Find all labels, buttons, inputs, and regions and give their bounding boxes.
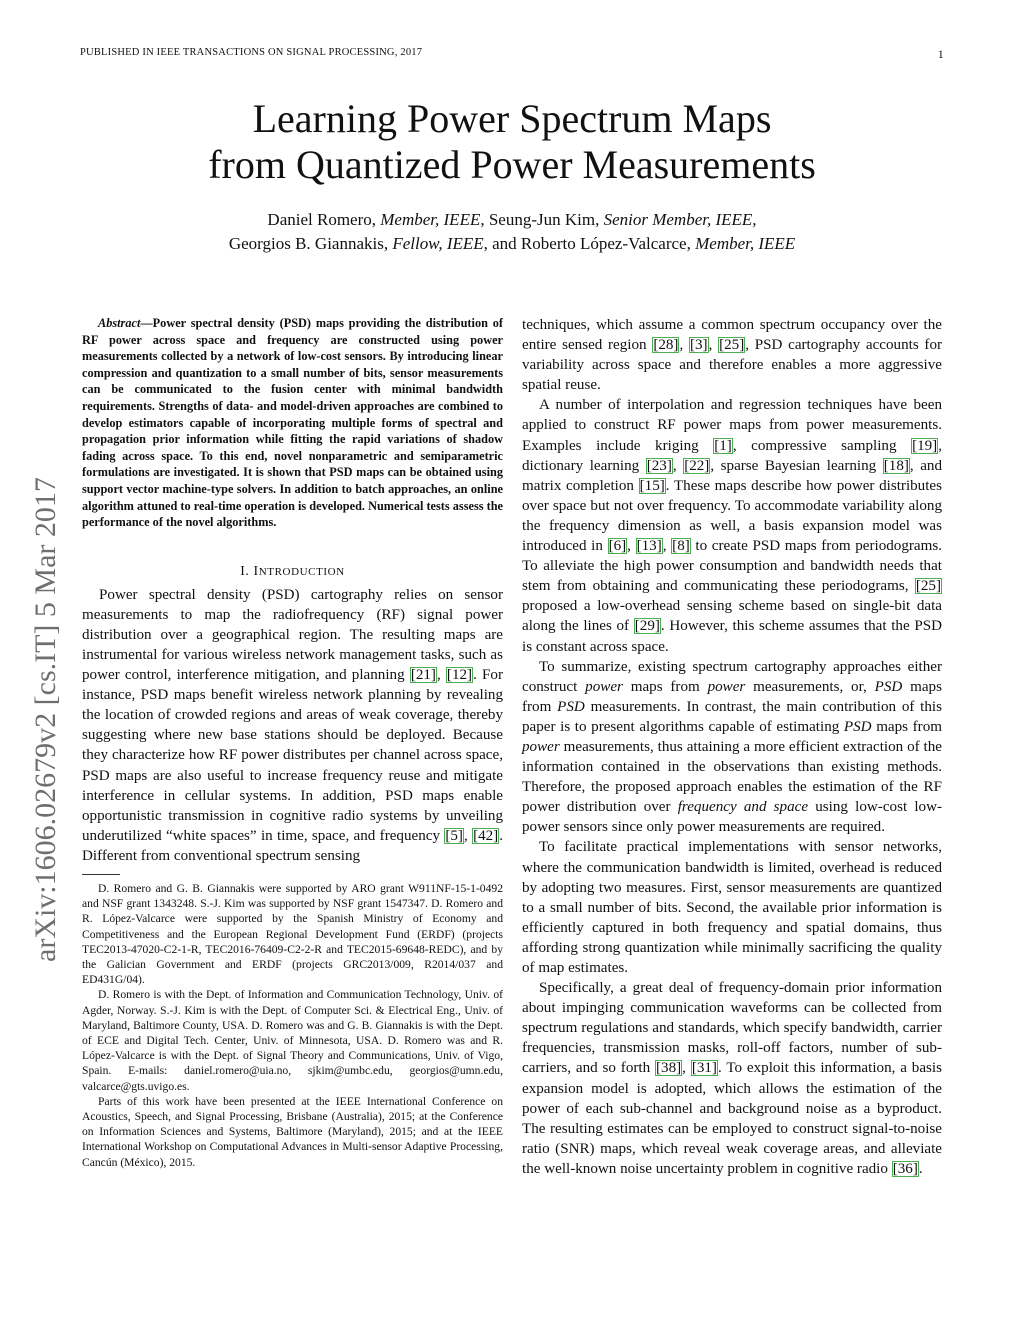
- citation-link[interactable]: [25]: [915, 578, 941, 595]
- text-run: , sparse Bayesian learning: [710, 457, 883, 474]
- citation-link[interactable]: [29]: [634, 618, 660, 635]
- footnote-prior-publication: Parts of this work have been presented at the IEEE International Conference on Acoustics, Speech, and Signal Processing, Brisbane (Australia), 2015; at the Conference on Information Sciences and Systems, Baltimore (Maryland), 2015; and at the IEEE International Workshop on Computational Advances in Multi-sensor Adaptive Processing, Cancún (México), 2015.: [82, 1094, 503, 1169]
- text-run: ,: [436, 667, 446, 684]
- citation-link[interactable]: [13]: [636, 538, 662, 555]
- running-header: [80, 44, 944, 62]
- text-run: .: [918, 1160, 923, 1177]
- author-membership: Fellow, IEEE: [392, 234, 484, 253]
- intro-paragraph: [82, 585, 503, 866]
- text-run: ,: [672, 457, 684, 474]
- text-run: , and matrix completion: [522, 457, 943, 494]
- text-run: ,: [627, 538, 636, 555]
- text-run: Specifically, a great deal of frequency-domain prior information about impinging communication waveforms can be collected from spectrum regulations and standards, which specify bandwidth, carrier frequencies, transmission masks, roll-off factors, number of sub-carriers, and so forth: [522, 980, 942, 1077]
- citation-link[interactable]: [22]: [684, 457, 710, 474]
- citation-link[interactable]: [1]: [714, 437, 732, 454]
- title-line-1: Learning Power Spectrum Maps: [252, 96, 772, 141]
- citation-link[interactable]: [19]: [912, 437, 938, 454]
- citation-link[interactable]: [5]: [445, 827, 463, 844]
- right-column: [522, 315, 942, 1179]
- text-run: using low-cost low-power sensors since only power measurements are required.: [522, 799, 942, 836]
- paper-title: [100, 96, 924, 188]
- text-run: . To exploit this information, a basis expansion model is adopted, which allows the estimation of the power of each sub-channel and background noise as a byproduct. The resulting estimates can be employed to construct signal-to-noise ratio (SNR) maps, which reveal weak coverage areas, and alleviate the well-known noise uncertainty problem in cognitive radio: [522, 1060, 942, 1177]
- left-column: [82, 315, 503, 1170]
- text-run: techniques, which assume a common spectrum occupancy over the entire sensed region: [522, 317, 942, 354]
- section-number: I.: [240, 562, 254, 578]
- text-run: . For instance, PSD maps benefit wireless network planning by revealing the location of crowded regions and areas of weak coverage, thereby suggesting where new base stations should be deployed. Because they characterize how RF power distributes per channel across space, PSD maps are also useful to increase frequency reuse and mitigate interference in cellular systems. In addition, PSD maps enable opportunistic transmission in cognitive radio systems by unveiling underutilized “white spaces” in time, space, and frequency: [82, 667, 503, 844]
- body-paragraph: [522, 978, 942, 1179]
- footnote-rule: [82, 874, 120, 875]
- emphasis: PSD: [843, 718, 872, 735]
- text-run: maps from: [622, 678, 708, 695]
- footnotes: [82, 881, 503, 1170]
- text-run: Power spectral density (PSD) cartography relies on sensor measurements to map the radiofrequency (RF) signal power distribution over a geographical region. The resulting maps are instrumental for various wireless network management tasks, such as power control, interference mitigation, and planning: [82, 586, 503, 684]
- page-number: 1: [937, 47, 944, 61]
- title-line-2: from Quantized Power Measurements: [208, 142, 816, 187]
- citation-link[interactable]: [38]: [656, 1060, 682, 1077]
- author-name: , Seung-Jun Kim,: [480, 210, 604, 229]
- citation-link[interactable]: [36]: [892, 1160, 918, 1177]
- text-run: measurements, or,: [745, 678, 875, 695]
- text-run: A number of interpolation and regression techniques have been applied to construct RF power maps from power measurements. Examples include kriging: [522, 397, 942, 454]
- section-heading-introduction: [82, 563, 503, 579]
- text-run: , PSD cartography accounts for variability across space and therefore enables a more aggressive spatial reuse.: [522, 337, 943, 394]
- author-name: Daniel Romero,: [267, 210, 381, 229]
- arxiv-identifier: arXiv:1606.02679v2 [cs.IT] 5 Mar 2017: [29, 477, 62, 962]
- author-membership: Member, IEEE: [695, 234, 796, 253]
- journal-name: PUBLISHED IN IEEE TRANSACTIONS ON SIGNAL PROCESSING, 2017: [80, 47, 423, 58]
- text-run: ,: [679, 337, 689, 354]
- footnote-affiliations: D. Romero is with the Dept. of Information and Communication Technology, Univ. of Agder, Norway. S.-J. Kim is with the Dept. of Computer Sci. & Electrical Eng., Univ. of Maryland, Baltimore County, USA. D. Romero was and G. B. Giannakis is with the Dept. of ECE and Digital Tech. Center, Univ. of Minnesota, USA. D. Romero was and R. López-Valcarce is with the Dept. of Signal Theory and Communications, Univ. of Vigo, Spain. E-mails: daniel.romero@uia.no, sjkim@umbc.edu, georgios@umn.edu, valcarce@gts.uvigo.es.: [82, 988, 503, 1093]
- author-membership: Member, IEEE: [380, 210, 481, 229]
- citation-link[interactable]: [42]: [473, 827, 499, 844]
- text-run: maps from: [522, 678, 942, 715]
- text-run: proposed a low-overhead sensing scheme based on single-bit data along the lines of: [522, 598, 942, 635]
- citation-link[interactable]: [3]: [689, 337, 708, 354]
- citation-link[interactable]: [28]: [653, 337, 679, 354]
- citation-link[interactable]: [12]: [446, 667, 473, 684]
- emphasis: PSD: [874, 678, 903, 695]
- text-run: ,: [708, 337, 719, 354]
- text-run: . Different from conventional spectrum sensing: [82, 827, 503, 864]
- body-paragraph: [522, 395, 942, 656]
- citation-link[interactable]: [6]: [608, 538, 627, 555]
- citation-link[interactable]: [23]: [646, 457, 672, 474]
- footnote-funding: D. Romero and G. B. Giannakis were supported by ARO grant W911NF-15-1-0492 and NSF grant 1343248. S.-J. Kim was supported by NSF grant 1547347. D. Romero and R. López-Valcarce were supported by the Spanish Ministry of Economy and Competitiveness and the European Regional Development Fund (ERDF) (projects TEC2013-47020-C2-1-R, TEC2016-76409-C2-2-R and TEC2015-69648-REDC), and by the Galician Government and ERDF (projects GRC2013/009, R2014/037 and ED431G/04).: [82, 882, 503, 987]
- citation-link[interactable]: [25]: [719, 337, 745, 354]
- author-list: [100, 208, 924, 256]
- body-paragraph: [522, 657, 942, 838]
- citation-link[interactable]: [21]: [410, 667, 436, 684]
- text-run: measurements. In contrast, the main contribution of this paper is to present algorithms capable of estimating: [522, 698, 942, 735]
- emphasis: frequency and space: [677, 799, 809, 816]
- text-run: ,: [682, 1060, 691, 1077]
- section-heading-initial: I: [253, 562, 259, 578]
- text-run: to create PSD maps from periodograms. To alleviate the high power consumption and bandwidth needs that stem from obtaining and communicating these periodograms,: [522, 538, 943, 595]
- text-run: ,: [662, 538, 672, 555]
- author-name: , and Roberto López-Valcarce,: [483, 234, 696, 253]
- citation-link[interactable]: [8]: [672, 538, 690, 555]
- section-heading-rest: NTRODUCTION: [258, 565, 345, 578]
- body-paragraph: [522, 315, 942, 395]
- text-run: , compressive sampling: [732, 437, 912, 454]
- text-run: measurements, thus attaining a more efficient extraction of the information contained in the observations than existing methods. Therefore, the proposed approach enables the estimation of the RF power distribution over: [522, 738, 942, 816]
- text-run: . However, this scheme assumes that the PSD is constant across space.: [522, 618, 943, 655]
- abstract: [82, 315, 503, 531]
- text-run: . These maps describe how power distributes over space but not over frequency. To accommodate variability along the frequency dimension as well, a basis expansion model was introduced in: [522, 477, 942, 555]
- text-run: To summarize, existing spectrum cartography approaches either construct: [522, 658, 942, 695]
- author-name: Georgios B. Giannakis,: [228, 234, 393, 253]
- emphasis: PSD: [557, 698, 585, 715]
- abstract-text: —Power spectral density (PSD) maps providing the distribution of RF power across space and frequency are constructed using power measurements collected by a network of low-cost sensors. By introducing linear compression and quantization to a small number of bits, sensor measurements can be communicated to the fusion center with minimal bandwidth requirements. Strengths of data- and model-driven approaches are combined to develop estimators capable of incorporating multiple forms of spectral and propagation prior information while fitting the rapid variations of shadow fading across space. To this end, novel nonparametric and semiparametric formulations are investigated. It is shown that PSD maps can be obtained using support vector machine-type solvers. In addition to batch approaches, an online algorithm attuned to real-time operation is developed. Numerical tests assess the performance of the novel algorithms.: [82, 316, 503, 530]
- title-block: [100, 96, 924, 256]
- text-run: , dictionary learning: [522, 437, 942, 474]
- emphasis: power: [522, 738, 560, 755]
- body-paragraph: To facilitate practical implementations with sensor networks, where the communication bandwidth is limited, overhead is reduced by adopting two measures. First, sensor measurements are quantized to a small number of bits. Second, the available prior information is efficiently captured in both frequency and spatial domains, thus affording strong quantization while minimally sacrificing the quality of map estimates.: [522, 839, 942, 976]
- citation-link[interactable]: [15]: [639, 477, 665, 494]
- citation-link[interactable]: [31]: [691, 1060, 717, 1077]
- emphasis: power: [585, 678, 623, 695]
- text-run: maps from: [871, 718, 943, 735]
- abstract-label: Abstract: [98, 316, 141, 330]
- emphasis: power: [707, 678, 746, 695]
- citation-link[interactable]: [18]: [883, 457, 909, 474]
- text-run: ,: [463, 827, 473, 844]
- author-membership: Senior Member, IEEE,: [603, 210, 757, 229]
